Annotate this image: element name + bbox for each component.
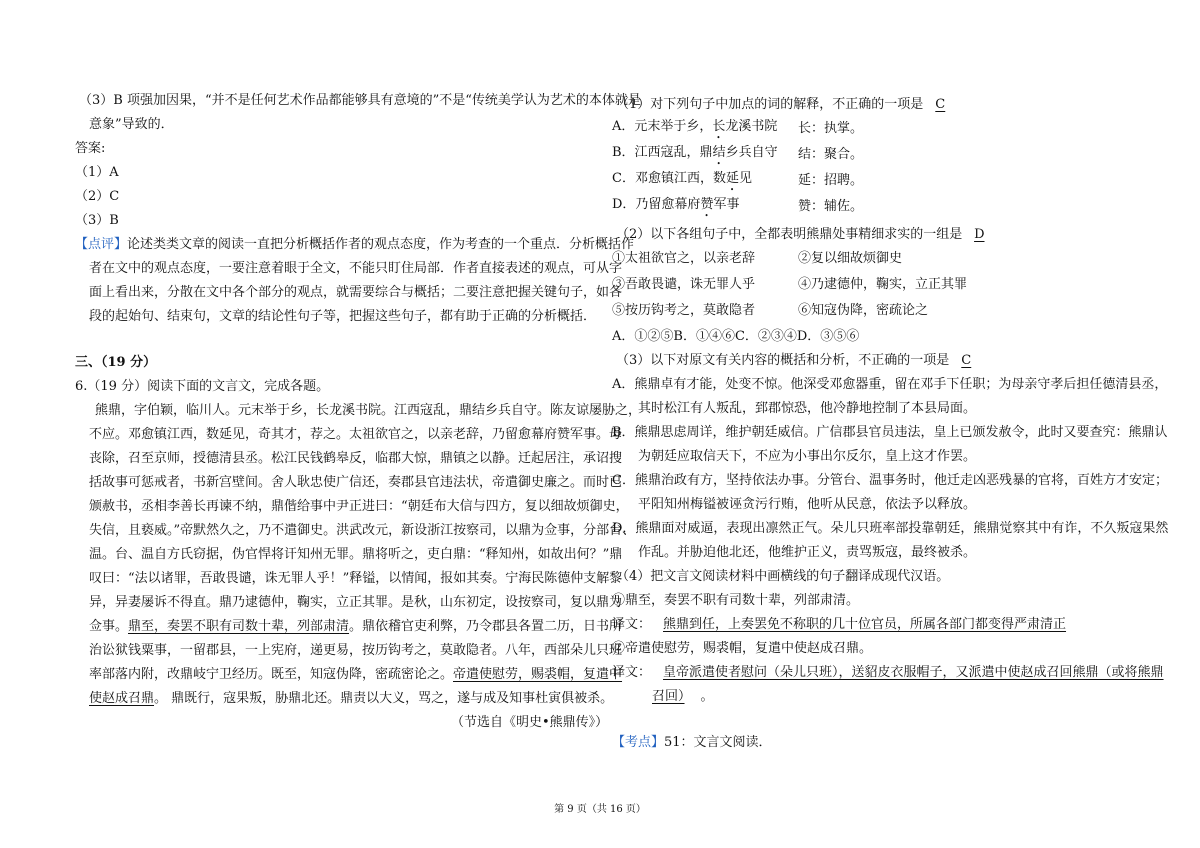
q2-item-1: ①太祖欲官之，以亲老辞 xyxy=(612,251,756,266)
answer-3: （3）B xyxy=(75,213,119,228)
comment-tag: 【点评】 xyxy=(75,237,128,252)
passage-text: 率部落内附，改鼎岐宁卫经历。既至，知寇伪降，密疏密论之。 xyxy=(89,667,454,682)
comment-line4: 段的起始句、结束句，文章的结论性句子等，把握这些句子，都有助于正确的分析概括． xyxy=(89,309,597,324)
option-label: B．江西寇乱，鼎 xyxy=(612,145,713,160)
passage-source: （节选自《明史•熊鼎传》） xyxy=(451,715,609,730)
q1-gloss-d: 赞：辅佐。 xyxy=(798,199,864,214)
q1-gloss-b: 结：聚合。 xyxy=(798,147,864,162)
passage-line: 叹曰：“法以诸罪，吾敢畏谴，诛无罪人乎！”释镒，以情闻，报如其奏。宁海民陈德仲支解黎 xyxy=(89,571,623,586)
q4-sentence-1: ①鼎至，奏罢不职有司数十辈，列部肃清。 xyxy=(612,593,860,608)
q1-option-d xyxy=(612,196,739,220)
option-label: A．元末举于乡， xyxy=(612,119,713,134)
comment-text-1: 论述类类文章的阅读一直把分析概括作者的观点态度，作为考查的一个重点．分析概括作 xyxy=(127,237,635,252)
q3-option-b-1: B．熊鼎思虑周详，维护朝廷威信。广信郡县官员违法，皇上已颁发赦令，此时又要查究：熊鼎认 xyxy=(612,425,1168,440)
comment-line3: 面上看出来，分散在文中各个部分的观点，就需要综合与概括；二要注意把握关键句子，如各 xyxy=(89,285,623,300)
q1-answer: C xyxy=(935,97,946,112)
passage-text: 佥事。 xyxy=(89,619,129,634)
q1-gloss-a: 长：执掌。 xyxy=(798,121,864,136)
passage-line: 治讼狱钱粟事，一留郡县，一上宪府，递更易，按历钩考之，莫敢隐者。八年，西部朵儿只班 xyxy=(89,643,623,658)
q1-gloss-c: 延：招聘。 xyxy=(798,173,864,188)
q3-option-a-1: A．熊鼎卓有才能，处变不惊。他深受邓愈器重，留在邓手下任职；为母亲守孝后担任德清县丞， xyxy=(612,377,1168,392)
q4-translation-2-cont xyxy=(652,688,714,706)
q4-translation-1 xyxy=(612,616,1066,634)
dotted-char: 延 xyxy=(725,171,739,186)
passage-line-13 xyxy=(89,690,613,708)
q3-stem-text: （3）以下对原文有关内容的概括和分析，不正确的一项是 xyxy=(616,353,950,368)
passage-line: 丧除，召至京师，授德清县丞。松江民钱鹤皋反，临郡大惊，鼎镇之以静。迁起居注，承诏搜 xyxy=(89,451,623,466)
passage-line-10 xyxy=(89,618,622,636)
option-label: C．邓愈镇江西，数 xyxy=(612,171,726,186)
q2-item-2: ②复以细故烦御史 xyxy=(798,251,903,266)
translation-label: 译文： xyxy=(612,665,652,680)
answer-label: 答案: xyxy=(75,141,106,156)
page-footer: 第 9 页（共 16 页） xyxy=(554,804,646,815)
passage-text: 。 鼎既行，寇果叛，胁鼎北还。鼎责以大义，骂之，遂与成及知事杜寅俱被杀。 xyxy=(154,691,614,706)
dotted-char: 长 xyxy=(712,119,726,134)
q3-answer: C xyxy=(961,353,972,368)
q4-sentence-2: ②帝遣使慰劳，赐裘帽，复遣中使赵成召鼎。 xyxy=(612,641,873,656)
passage-line: 不应。邓愈镇江西，数延见，奇其才，荐之。太祖欲官之，以亲老辞，乃留愈幕府赞军事。母 xyxy=(89,427,623,442)
q2-stem xyxy=(616,226,996,244)
q2-item-4: ④乃逮德仲，鞠实，立正其罪 xyxy=(798,277,968,292)
passage-line-12 xyxy=(89,666,622,684)
q3-option-c-1: C．熊鼎治政有方，坚持依法办事。分管台、温事务时，他迁走凶恶残暴的官将，百姓方才安定； xyxy=(612,473,1168,488)
q1-option-b xyxy=(612,144,778,168)
passage-line: 熊鼎，字伯颖，临川人。元末举于乡，长龙溪书院。江西寇乱，鼎结乡兵自守。陈友谅屡胁之， xyxy=(95,403,642,418)
q3-option-b-2: 为朝廷应取信天下，不应为小事出尔反尔，皇上这才作罢。 xyxy=(638,449,977,464)
translation-1-text: 熊鼎到任，上奏罢免不称职的几十位官员，所属各部门都变得严肃清正 xyxy=(663,617,1067,632)
passage-line: 括故事可惩戒者，书新宫壁间。舍人耿忠使广信还，奏郡县官违法状，帝遣御史廉之。而时已 xyxy=(89,475,623,490)
q6-stem: 6.（19 分）阅读下面的文言文，完成各题。 xyxy=(75,379,330,394)
option-rest: 乡兵自守 xyxy=(725,145,778,160)
q1-stem-text: （1）对下列句子中加点的词的解释，不正确的一项是 xyxy=(616,97,924,112)
q2-item-3: ③吾敢畏谴，诛无罪人乎 xyxy=(612,277,756,292)
q3-option-d-2: 作乱。并胁迫他北还，他维护正义，责骂叛寇，最终被杀。 xyxy=(638,545,977,560)
q4-stem: （4）把文言文阅读材料中画横线的句子翻译成现代汉语。 xyxy=(616,569,950,584)
q3-analysis-line1: （3）B 项强加因果，“并不是任何艺术作品都能够具有意境的”不是“传统美学认为艺术的本体就是 xyxy=(79,93,641,108)
translation-2-text-b: 召回） xyxy=(652,689,685,704)
option-rest: 龙溪书院 xyxy=(725,119,778,134)
passage-line: 异，异妻屡诉不得直。鼎乃逮德仲，鞠实，立正其罪。是秋，山东初定，设按察司，复以鼎为 xyxy=(89,595,623,610)
q3-analysis-line2: 意象”导致的． xyxy=(89,117,174,132)
comment-line1 xyxy=(75,236,634,254)
q3-stem xyxy=(616,352,983,370)
kaodian-text: 51：文言文阅读． xyxy=(664,735,772,750)
passage-text: 。鼎依稽官吏利弊，乃令郡县各置二历，日书所 xyxy=(349,619,623,634)
passage-line: 颁赦书，丞相李善长再谏不纳，鼎偕给事中尹正进曰：“朝廷布大信与四方，复以细故烦御史， xyxy=(89,499,629,514)
translation-2-end: 。 xyxy=(700,689,714,704)
q1-option-c xyxy=(612,170,752,194)
option-label: D．乃留愈幕府 xyxy=(612,197,701,212)
q1-stem xyxy=(616,96,957,114)
translation-2-text-a: 皇帝派遣使者慰问（朵儿只班），送貂皮衣服帽子，又派遣中使赵成召回熊鼎（或将熊鼎 xyxy=(663,665,1164,680)
passage-line: 失信，且亵威。”帝默然久之，乃不遣御史。洪武改元，新设浙江按察司，以鼎为佥事，分部台、 xyxy=(89,523,636,538)
translation-label: 译文： xyxy=(612,617,652,632)
answer-2: （2）C xyxy=(75,189,120,204)
passage-line: 温。台、温自方氏窃据，伪官悍将讦知州无罪。鼎将听之，吏白鼎：“释知州，如故出何？”鼎 xyxy=(89,547,623,562)
q2-stem-text: （2）以下各组句子中，全都表明熊鼎处事精细求实的一组是 xyxy=(616,227,963,242)
underlined-sentence-1: 鼎至，奏罢不职有司数十辈，列部肃清 xyxy=(128,619,350,634)
q1-option-a xyxy=(612,118,777,142)
q3-option-a-2: 其时松江有人叛乱，郅郡惊恐，他冷静地控制了本县局面。 xyxy=(638,401,977,416)
q2-item-6: ⑥知寇伪降，密疏论之 xyxy=(798,303,929,318)
option-rest: 见 xyxy=(738,171,752,186)
comment-line2: 者在文中的观点态度，一要注意着眼于全文，不能只盯住局部．作者直接表述的观点，可从字 xyxy=(89,261,623,276)
answer-1: （1）A xyxy=(75,165,119,180)
q3-option-d-1: D．熊鼎面对威逼，表现出凛然正气。朵儿只班率部投靠朝廷，熊鼎觉察其中有诈，不久叛寇果然 xyxy=(612,521,1169,536)
kaodian-tag: 【考点】 xyxy=(612,735,665,750)
q2-item-5: ⑤按历钩考之，莫敢隐者 xyxy=(612,303,756,318)
option-rest: 军事 xyxy=(713,197,740,212)
underlined-sentence-2b: 使赵成召鼎 xyxy=(89,691,155,706)
dotted-char: 结 xyxy=(712,145,726,160)
q2-answer: D xyxy=(974,227,985,242)
dotted-char: 赞 xyxy=(700,197,714,212)
q4-translation-2 xyxy=(612,664,1164,682)
q3-option-c-2: 平阳知州梅镒被诬贪污行贿，他听从民意，依法予以释放。 xyxy=(638,497,977,512)
section-title: 三、（19 分） xyxy=(75,355,157,370)
kaodian xyxy=(612,734,772,752)
underlined-sentence-2a: 帝遣使慰劳，赐裘帽，复遣中 xyxy=(453,667,623,682)
q2-choices: A．①②⑤B．①④⑥C．②③④D．③⑤⑥ xyxy=(612,329,860,344)
